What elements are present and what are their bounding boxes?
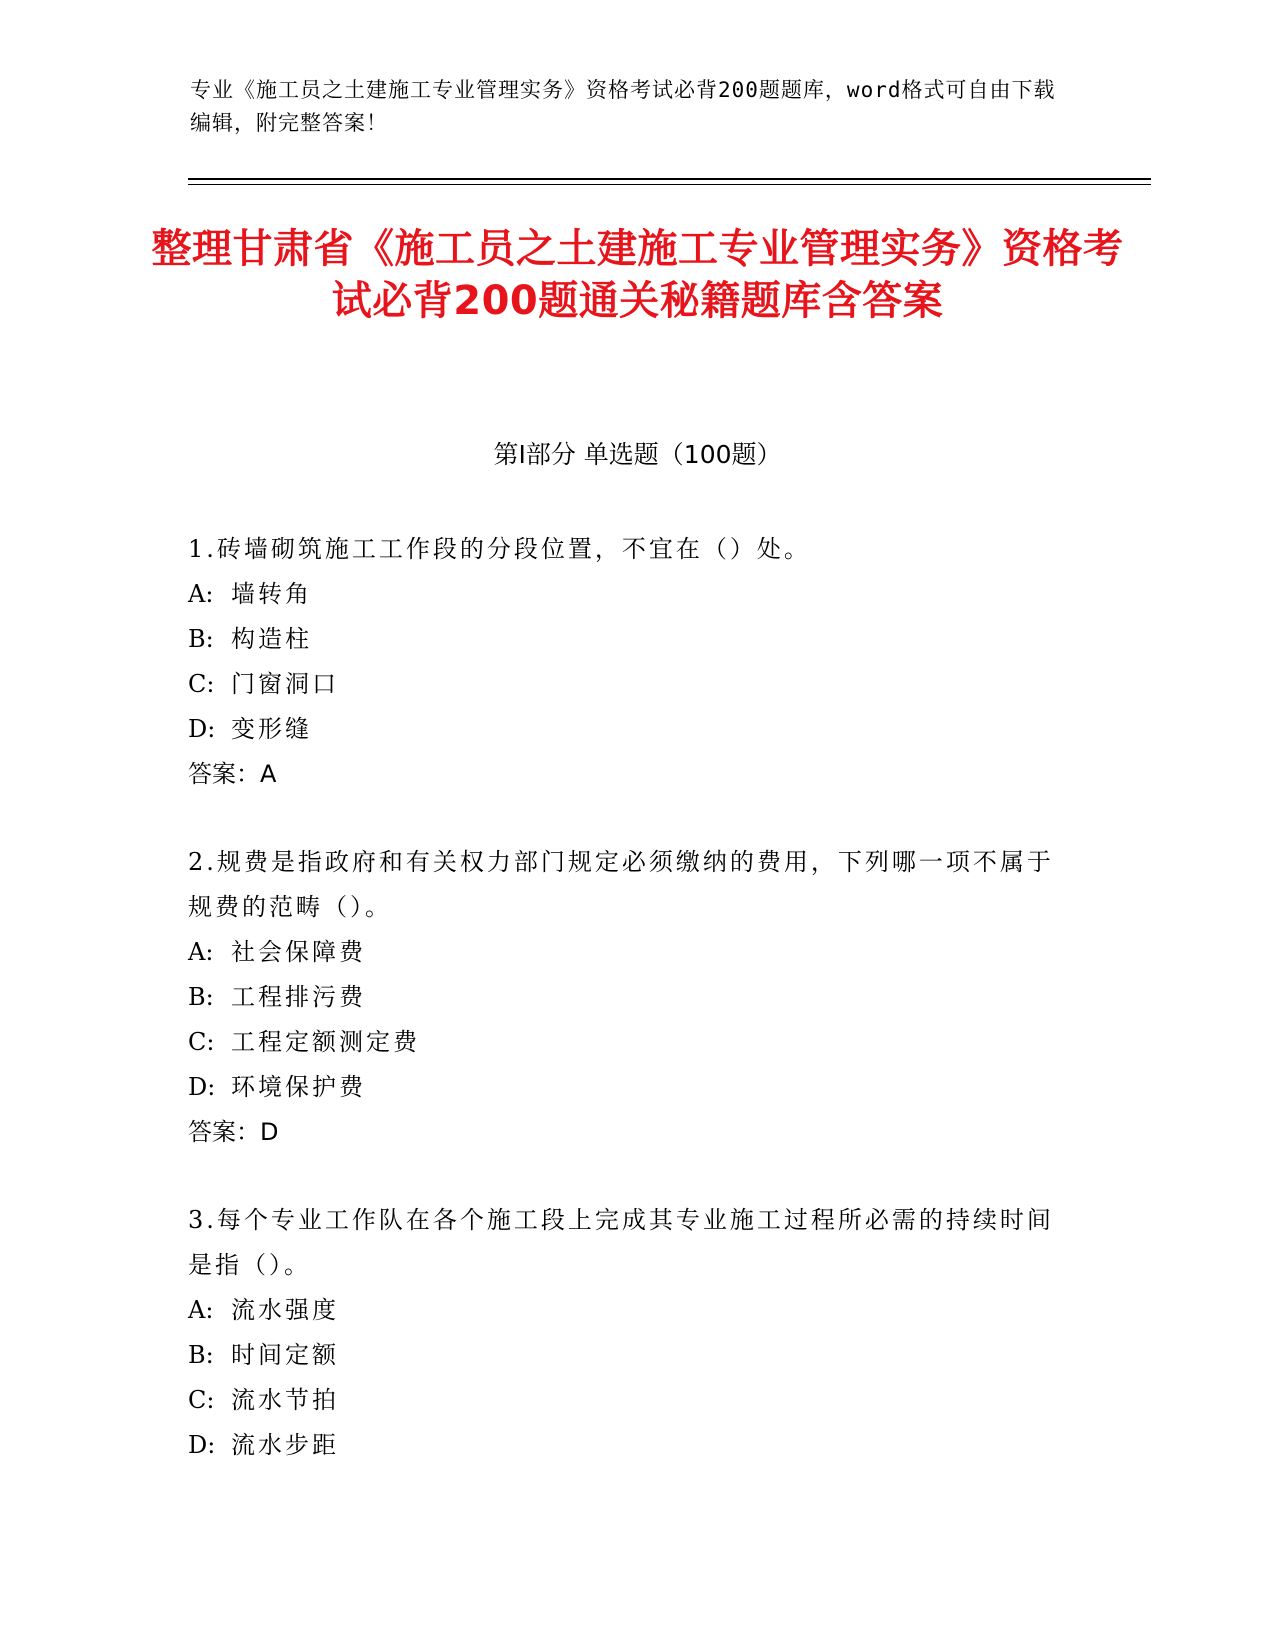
- option-text: 流水步距: [231, 1431, 339, 1459]
- answer-line: 答案：A: [188, 760, 277, 788]
- question-stem: 2.规费是指政府和有关权力部门规定必须缴纳的费用，下列哪一项不属于规费的范畴（）。: [188, 848, 1054, 921]
- header-rule-thin: [188, 184, 1151, 185]
- option-d: [188, 1065, 1068, 1110]
- option-text: 流水强度: [231, 1296, 339, 1324]
- option-letter: B:: [188, 625, 214, 653]
- option-letter: C:: [188, 1028, 215, 1056]
- option-text: 社会保障费: [231, 938, 366, 966]
- option-text: 环境保护费: [231, 1073, 366, 1101]
- option-text: 工程排污费: [231, 983, 366, 1011]
- option-letter: D:: [188, 715, 216, 743]
- option-a: [188, 1288, 1068, 1333]
- option-d: [188, 707, 1068, 752]
- question-1: [188, 527, 1068, 797]
- option-letter: A:: [188, 1296, 214, 1324]
- question-stem: 1.砖墙砌筑施工工作段的分段位置，不宜在（）处。: [188, 535, 811, 563]
- header-rule-thick: [188, 178, 1151, 180]
- question-2: [188, 840, 1068, 1155]
- document-title: 整理甘肃省《施工员之土建施工专业管理实务》资格考试必背200题通关秘籍题库含答案: [151, 226, 1124, 324]
- option-letter: D:: [188, 1073, 216, 1101]
- option-c: [188, 1020, 1068, 1065]
- option-letter: A:: [188, 580, 214, 608]
- option-text: 工程定额测定费: [231, 1028, 420, 1056]
- header-note: 专业《施工员之土建施工专业管理实务》资格考试必背200题题库，word格式可自由下载编辑，附完整答案！: [190, 78, 1056, 135]
- option-letter: B:: [188, 983, 214, 1011]
- option-text: 门窗洞口: [231, 670, 339, 698]
- question-list: [188, 527, 1068, 1511]
- option-b: [188, 1333, 1068, 1378]
- option-b: [188, 617, 1068, 662]
- answer-line: 答案：D: [188, 1118, 279, 1146]
- option-b: [188, 975, 1068, 1020]
- option-text: 墙转角: [231, 580, 312, 608]
- option-text: 流水节拍: [231, 1386, 339, 1414]
- option-letter: C:: [188, 1386, 215, 1414]
- option-text: 构造柱: [231, 625, 312, 653]
- option-letter: C:: [188, 670, 215, 698]
- section-heading: 第Ⅰ部分 单选题（100题）: [493, 440, 782, 469]
- option-letter: B:: [188, 1341, 214, 1369]
- option-text: 变形缝: [231, 715, 312, 743]
- option-a: [188, 572, 1068, 617]
- option-c: [188, 1378, 1068, 1423]
- option-letter: D:: [188, 1431, 216, 1459]
- question-3: [188, 1198, 1068, 1468]
- option-text: 时间定额: [231, 1341, 339, 1369]
- option-letter: A:: [188, 938, 214, 966]
- option-a: [188, 930, 1068, 975]
- question-stem: 3.每个专业工作队在各个施工段上完成其专业施工过程所必需的持续时间是指（）。: [188, 1206, 1054, 1279]
- option-c: [188, 662, 1068, 707]
- option-d: [188, 1423, 1068, 1468]
